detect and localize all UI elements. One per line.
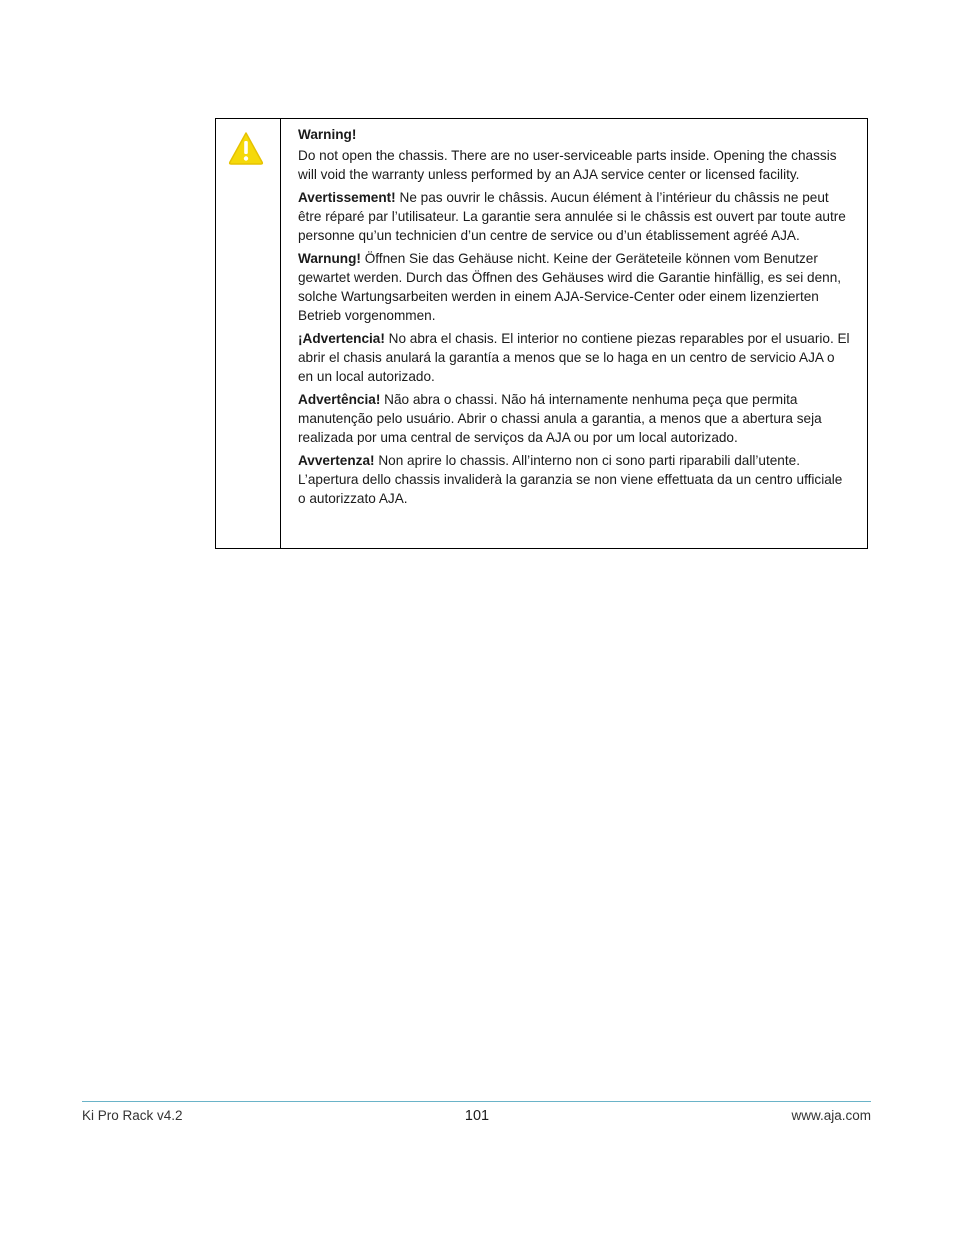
warning-text-french: Ne pas ouvrir le châssis. Aucun élément à l’intérieur du châssis ne peut être réparé par l’utilisateur. La garantie sera annulée si le châssis est ouvert par toute autre personne qu’un technicien d’un centre de service ou d’un établissement agréé AJA. <box>298 190 846 243</box>
warning-text-portuguese: Não abra o chassi. Não há internamente nenhuma peça que permita manutenção pelo usuário. Abrir o chassi anula a garantia, a menos que a abertura seja realizada por uma central de serviços da AJA ou por um local autorizado. <box>298 392 822 445</box>
warning-triangle-icon <box>228 131 264 165</box>
footer-product-version: Ki Pro Rack v4.2 <box>82 1108 183 1123</box>
warning-text-german: Öffnen Sie das Gehäuse nicht. Keine der Geräteteile können vom Benutzer gewartet werden. Durch das Öffnen des Gehäuses wird die Garantie hinfällig, es sei denn, solche Wartungsarbeiten werden in einem AJA-Service-Center oder einem lizenzierten Betrieb vorgenommen. <box>298 251 842 323</box>
warning-notice-table <box>215 118 868 549</box>
warning-paragraph-italian <box>298 451 853 508</box>
footer-divider <box>82 1101 871 1102</box>
page-number: 101 <box>464 1108 490 1124</box>
warning-paragraph-spanish <box>298 329 853 386</box>
warning-icon-cell <box>216 119 281 548</box>
warning-text-spanish: No abra el chasis. El interior no contiene piezas reparables por el usuario. El abrir el chasis anulará la garantía a menos que se lo haga en un centro de servicio AJA o en un local autorizado. <box>298 331 850 384</box>
warning-heading-english: Warning! <box>298 127 357 142</box>
warning-paragraph-german <box>298 249 853 325</box>
warning-title-french: Avertissement! <box>298 190 396 205</box>
warning-text-english: Do not open the chassis. There are no user-serviceable parts inside. Opening the chassis will void the warranty unless performed by an AJA service center or licensed facility. <box>298 148 837 182</box>
warning-paragraph-french <box>298 188 853 245</box>
warning-title-portuguese: Advertência! <box>298 392 381 407</box>
warning-title-italian: Avvertenza! <box>298 453 375 468</box>
warning-paragraph-portuguese <box>298 390 853 447</box>
warning-title-spanish: ¡Advertencia! <box>298 331 385 346</box>
warning-text-italian: Non aprire lo chassis. All’interno non ci sono parti riparabili dall’utente. L’apertura dello chassis invaliderà la garanzia se non viene effettuata da un centro ufficiale o autorizzato AJA. <box>298 453 843 506</box>
warning-text-cell <box>281 119 867 548</box>
footer-website: www.aja.com <box>791 1108 871 1123</box>
warning-title-german: Warnung! <box>298 251 361 266</box>
